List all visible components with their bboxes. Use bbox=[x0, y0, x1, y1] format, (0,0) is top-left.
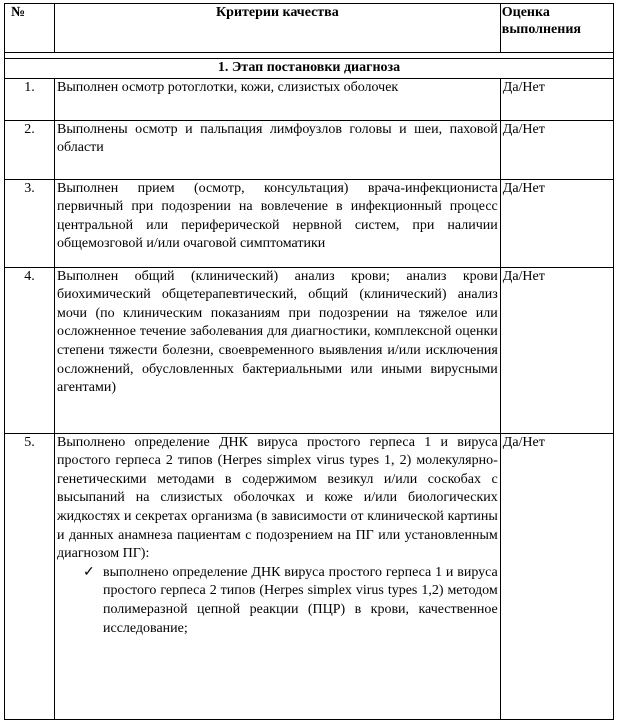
row-criterion: Выполнен осмотр ротоглотки, кожи, слизистых оболочек bbox=[54, 78, 500, 120]
row-evaluation: Да/Нет bbox=[500, 433, 613, 719]
row-evaluation: Да/Нет bbox=[500, 78, 613, 120]
row-evaluation: Да/Нет bbox=[500, 267, 613, 433]
criterion-bullet-text: выполнено определение ДНК вируса простого герпеса 1 и вируса простого герпеса 2 типов (Herpes simplex virus types 1,2) методом полимеразной цепной реакции (ПЦР) в крови, качественное исследование; bbox=[102, 564, 498, 636]
table-row bbox=[5, 179, 614, 267]
stage-title: 1. Этап постановки диагноза bbox=[5, 59, 614, 79]
row-number: 3. bbox=[5, 179, 55, 267]
table-row bbox=[5, 120, 614, 179]
row-number: 5. bbox=[5, 433, 55, 719]
row-number: 2. bbox=[5, 120, 55, 179]
row-evaluation: Да/Нет bbox=[500, 179, 613, 267]
table-row bbox=[5, 433, 614, 719]
check-mark-icon: ✓ bbox=[82, 564, 95, 580]
table-header-row bbox=[5, 4, 614, 53]
row-criterion bbox=[54, 433, 500, 719]
header-evaluation-line1: Оценка bbox=[501, 5, 550, 20]
quality-criteria-table bbox=[4, 3, 614, 720]
row-criterion: Выполнен прием (осмотр, консультация) врача-инфекциониста первичный при подозрении на вовлечение в инфекционный процесс центральной или периферической нервной систем, при наличии общемозговой и/или очаговой симптоматики bbox=[54, 179, 500, 267]
header-criteria: Критерии качества bbox=[54, 4, 500, 53]
table-row bbox=[5, 267, 614, 433]
header-evaluation bbox=[500, 4, 613, 53]
row-criterion: Выполнен общий (клинический) анализ крови; анализ крови биохимический общетерапевтический, общий (клинический) анализ мочи (по клиническим показаниям при подозрении на тяжелое или осложненное течение заболевания для диагностики, комплексной оценки степени тяжести болезни, своевременного выявления и/или исключения осложнений, обусловленных бактериальными или иными вирусными агентами) bbox=[54, 267, 500, 433]
row-criterion: Выполнены осмотр и пальпация лимфоузлов головы и шеи, паховой области bbox=[54, 120, 500, 179]
row-criterion-text: Выполнено определение ДНК вируса простого герпеса 1 и вируса простого герпеса 2 типов (Herpes simplex virus types 1, 2) молекулярно-генетическими методами в содержимом везикул и/или соскобах с высыпаний на слизистых оболочках и коже и/или биологических жидкостях и секретах организма (в зависимости от клинической картины и данных анамнеза пациентам с подозрением на ПГ или установленным диагнозом ПГ): bbox=[56, 434, 498, 562]
row-evaluation: Да/Нет bbox=[500, 120, 613, 179]
row-number: 4. bbox=[5, 267, 55, 433]
row-number: 1. bbox=[5, 78, 55, 120]
table-row bbox=[5, 78, 614, 120]
header-number: № bbox=[5, 4, 55, 53]
header-evaluation-line2: выполнения bbox=[501, 22, 581, 37]
stage-row bbox=[5, 59, 614, 79]
criterion-bullet bbox=[83, 564, 498, 638]
